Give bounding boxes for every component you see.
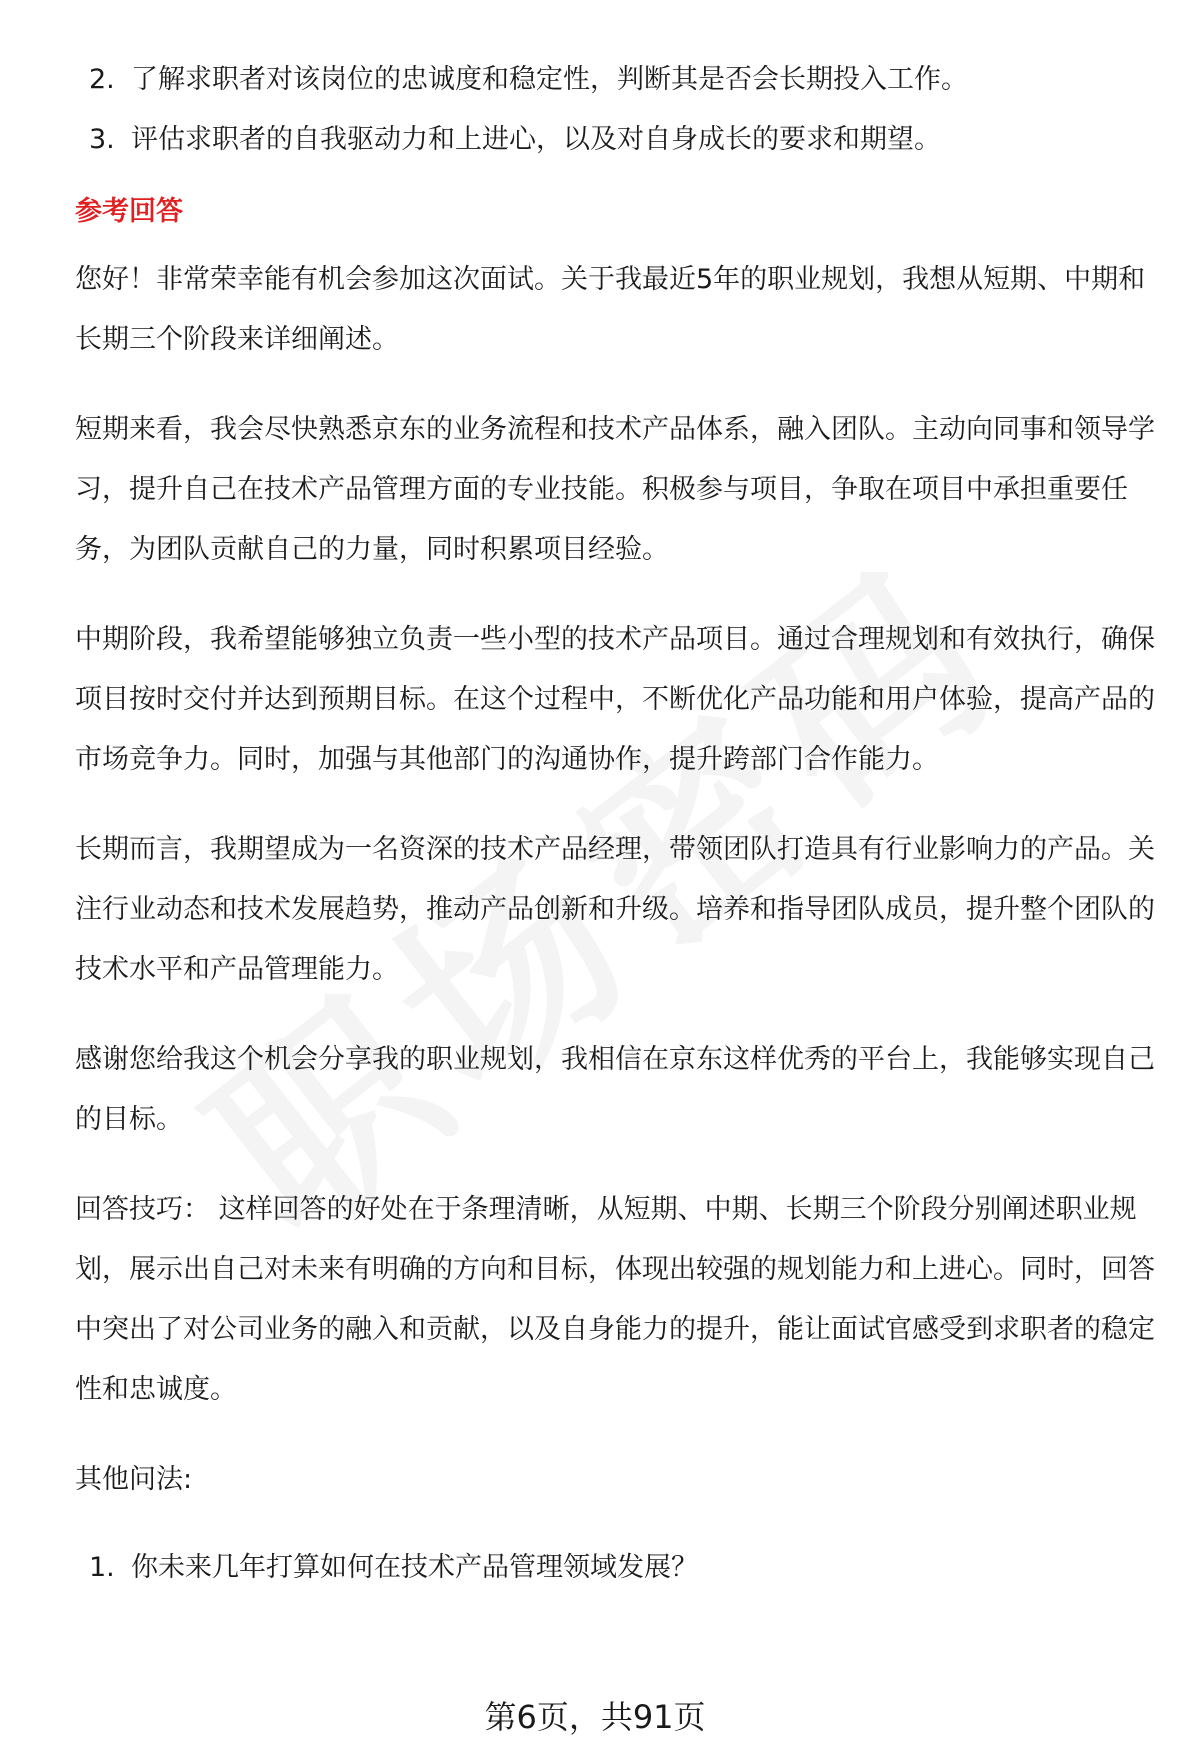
paragraph-intro: 您好！非常荣幸能有机会参加这次面试。关于我最近5年的职业规划，我想从短期、中期和长期三个阶段来详细阐述。	[75, 264, 1146, 355]
list-item-text: 了解求职者对该岗位的忠诚度和稳定性，判断其是否会长期投入工作。	[131, 64, 968, 95]
list-item	[75, 1538, 1165, 1598]
list-item-number: 3.	[89, 124, 115, 155]
paragraph-mid-term: 中期阶段，我希望能够独立负责一些小型的技术产品项目。通过合理规划和有效执行，确保项目按时交付并达到预期目标。在这个过程中，不断优化产品功能和用户体验，提高产品的市场竞争力。同时，加强与其他部门的沟通协作，提升跨部门合作能力。	[75, 624, 1155, 775]
reference-answer-title: 参考回答	[75, 196, 183, 227]
other-questions-list	[75, 1538, 1165, 1598]
top-numbered-list	[75, 50, 1165, 170]
other-questions-title: 其他问法:	[75, 1464, 193, 1495]
list-item-number: 1.	[89, 1552, 115, 1583]
list-item-number: 2.	[89, 64, 115, 95]
list-item	[75, 50, 1165, 110]
paragraph-thanks: 感谢您给我这个机会分享我的职业规划，我相信在京东这样优秀的平台上，我能够实现自己的目标。	[75, 1044, 1155, 1135]
list-item	[75, 110, 1165, 170]
paragraph-answer-tips: 回答技巧： 这样回答的好处在于条理清晰，从短期、中期、长期三个阶段分别阐述职业规划，展示出自己对未来有明确的方向和目标，体现出较强的规划能力和上进心。同时，回答中突出了对公司业务的融入和贡献，以及自身能力的提升，能让面试官感受到求职者的稳定性和忠诚度。	[75, 1194, 1155, 1405]
paragraph-long-term: 长期而言，我期望成为一名资深的技术产品经理，带领团队打造具有行业影响力的产品。关注行业动态和技术发展趋势，推动产品创新和升级。培养和指导团队成员，提升整个团队的技术水平和产品管理能力。	[75, 834, 1155, 985]
list-item-text: 评估求职者的自我驱动力和上进心，以及对自身成长的要求和期望。	[131, 124, 941, 155]
paragraph-short-term: 短期来看，我会尽快熟悉京东的业务流程和技术产品体系，融入团队。主动向同事和领导学习，提升自己在技术产品管理方面的专业技能。积极参与项目，争取在项目中承担重要任务，为团队贡献自己的力量，同时积累项目经验。	[75, 414, 1155, 565]
document-content	[75, 50, 1165, 1598]
list-item-text: 你未来几年打算如何在技术产品管理领域发展？	[131, 1552, 698, 1583]
page-footer: 第6页，共91页	[484, 1698, 706, 1736]
